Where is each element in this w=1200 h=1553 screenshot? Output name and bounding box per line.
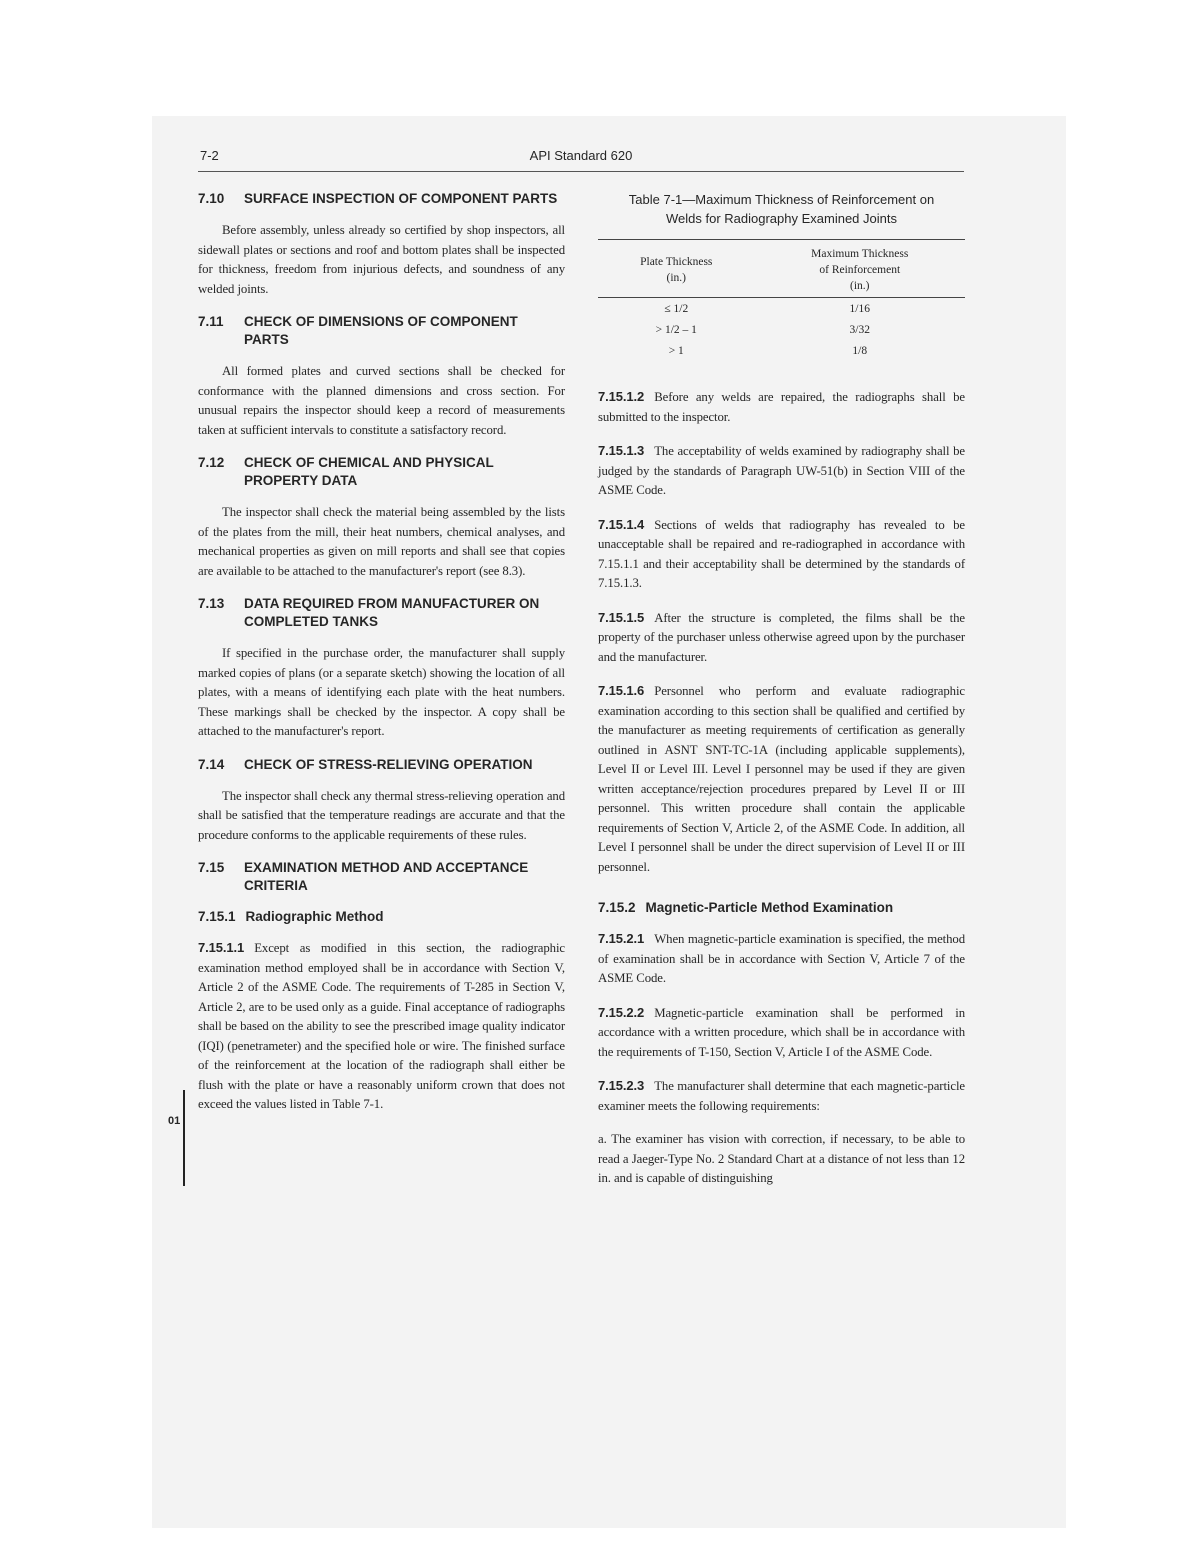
subsection-heading: 7.15.2 Magnetic-Particle Method Examination — [598, 900, 894, 915]
table-row: > 1 1/8 — [668, 345, 868, 357]
section-body: The inspector shall check the material being assembled by the lists of the plates from the mill, their heat numbers, chemical analyses, and mechanical properties as given on mill reports and shall see that copies are available to be attached to the manufacturer's report (see 8.3). — [198, 505, 565, 578]
page-number: 7-2 — [200, 148, 219, 163]
standard-title: API Standard 620 — [529, 148, 633, 163]
section-heading: 7.12 CHECK OF CHEMICAL AND PHYSICAL PROPERTY DATA — [198, 455, 494, 488]
table-header-max: Maximum Thickness of Reinforcement (in.) — [811, 248, 909, 292]
paragraph: 7.15.2.2 Magnetic-particle examination shall be performed in accordance with a written procedure, which shall be in accordance with the requirements of T-150, Section V, Article I of the ASME Code. — [598, 1004, 965, 1059]
paragraph: 7.15.1.5 After the structure is completed, the films shall be the property of the purchaser unless otherwise agreed upon by the purchaser and the manufacturer. — [598, 609, 965, 664]
section-heading: 7.11 CHECK OF DIMENSIONS OF COMPONENT PARTS — [198, 314, 518, 347]
paragraph: 7.15.1.3 The acceptability of welds examined by radiography shall be judged by the standards of Paragraph UW-51(b) in Section VIII of the ASME Code. — [598, 443, 965, 497]
section-heading: 7.10 SURFACE INSPECTION OF COMPONENT PARTS — [198, 191, 558, 206]
section-heading: 7.14 CHECK OF STRESS-RELIEVING OPERATION — [198, 756, 533, 772]
section-body: Before assembly, unless already so certified by shop inspectors, all sidewall plates or sections and roof and bottom plates shall be inspected for thickness, freedom from injurious defects, and soundness of any welded joints. — [198, 223, 565, 296]
section-body: The inspector shall check any thermal stress-relieving operation and shall be satisfied that the temperature readings are accurate and that the procedure conforms to the applicable requirements of these rules. — [198, 788, 565, 842]
table-caption: Table 7-1—Maximum Thickness of Reinforcement on Welds for Radiography Examined Joints — [628, 192, 935, 226]
paragraph: 7.15.2.1 When magnetic-particle examination is specified, the method of examination shall be in accordance with Section V, Article 7 of the ASME Code. — [598, 931, 965, 985]
paragraph: 7.15.1.1 Except as modified in this section, the radiographic examination method employed shall be in accordance with Section V, Article 2 of the ASME Code. The requirements of T-285 in Section V, Article 2, are to be used only as a guide. Final acceptance of radiographs shall be based on the ability to see the prescribed image quality indicator (IQI) (penetrameter) and the specified hole or wire. The finished surface of the reinforcement at the location of the radiograph shall either be flush with the plate or have a reasonably uniform crown that does not exceed the values listed in Table 7-1. — [198, 940, 565, 1111]
paragraph: 7.15.1.4 Sections of welds that radiography has revealed to be unacceptable shall be repaired and re-radiographed in accordance with 7.15.1.1 and their acceptability shall be determined by the standards of 7.15.1.3. — [598, 516, 965, 590]
right-column — [598, 190, 965, 1203]
list-item: a. The examiner has vision with correction, if necessary, to be able to read a Jaeger-Type No. 2 Standard Chart at a distance of not less than 12 in. and is capable of distinguishing — [598, 1132, 965, 1185]
paragraph: 7.15.2.3 The manufacturer shall determine that each magnetic-particle examiner meets the following requirements: — [598, 1078, 965, 1113]
subsection-heading: 7.15.1 Radiographic Method — [198, 909, 384, 924]
section-body: If specified in the purchase order, the manufacturer shall supply marked copies of plans (or a separate sketch) showing the location of all plates, with a means of identifying each plate with the heat numbers. These markings shall be checked by the inspector. A copy shall be attached to the manufacturer's report. — [198, 646, 565, 738]
paragraph: 7.15.1.6 Personnel who perform and evaluate radiographic examination according to this section shall be qualified and certified by the manufacturer as meeting requirements of certification as generally outlined in ASNT SNT-TC-1A (including applicable supplements), Level II or Level III. Level I personnel may be used if they are given written acceptance/rejection procedures prepared by Level II or III personnel. This written procedure shall contain the applicable requirements of Section V, Article 2, of the ASME Code. In addition, all Level I personnel shall be under the direct supervision of Level II or III personnel. — [598, 683, 965, 874]
section-heading: 7.15 EXAMINATION METHOD AND ACCEPTANCE CRITERIA — [198, 860, 529, 893]
running-header — [198, 145, 964, 172]
section-body: All formed plates and curved sections shall be checked for conformance with the planned dimensions and cross section. For unusual repairs the inspector should keep a record of measurements taken at sufficient intervals to constitute a satisfactory record. — [198, 364, 565, 437]
reinforcement-table — [598, 239, 965, 361]
section-heading: 7.13 DATA REQUIRED FROM MANUFACTURER ON COMPLETED TANKS — [198, 596, 540, 629]
table-header-plate: Plate Thickness (in.) — [640, 256, 713, 284]
left-column — [198, 190, 565, 1129]
table-row: ≤ 1/2 1/16 — [664, 303, 870, 315]
table-row: > 1/2 – 1 3/32 — [655, 324, 870, 336]
revision-mark: 01 — [168, 1115, 181, 1127]
paragraph: 7.15.1.2 Before any welds are repaired, the radiographs shall be submitted to the inspector. — [598, 389, 965, 424]
revision-bar — [183, 1090, 185, 1186]
